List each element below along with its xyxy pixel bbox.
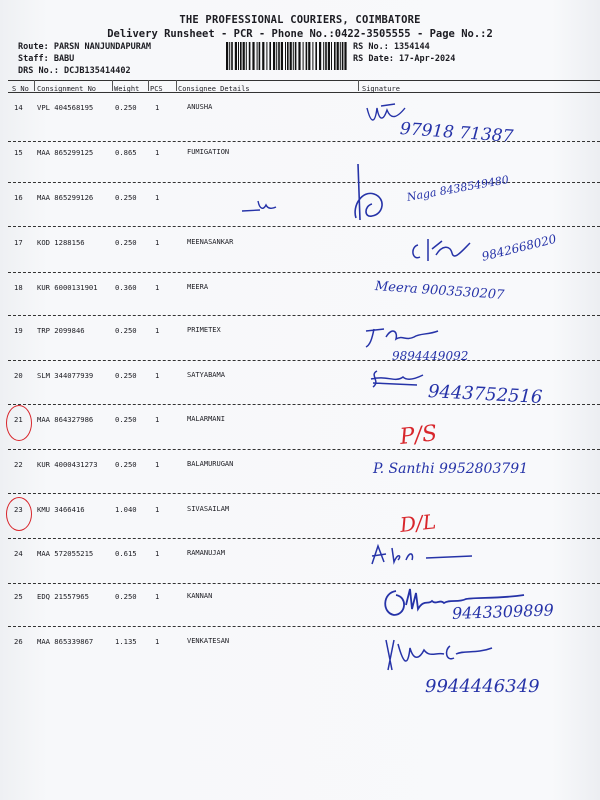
row-consignee: MALARMANI <box>187 415 225 423</box>
row-weight: 1.040 <box>115 505 137 514</box>
barcode-bar <box>231 42 233 70</box>
handwritten-phone: 9443309899 <box>451 600 555 623</box>
row-weight: 0.250 <box>115 103 137 112</box>
row-consignment: MAA 572055215 <box>37 549 94 558</box>
row-consignment: KUR 6000131901 <box>37 283 98 292</box>
row-weight: 0.250 <box>115 238 137 247</box>
row-consignee: MEENASANKAR <box>187 238 234 246</box>
row-weight: 0.615 <box>115 549 137 558</box>
barcode-bar <box>226 42 228 70</box>
col-weight: Weight <box>114 85 140 93</box>
barcode-bar <box>293 42 294 70</box>
row-consignee: PRIMETEX <box>187 326 221 334</box>
row-consignee: ANUSHA <box>187 103 213 111</box>
handwritten-note: Naga 8438549480 <box>405 173 510 204</box>
handwritten-phone: 9443752516 <box>427 381 543 408</box>
barcode-bar <box>262 42 264 70</box>
barcode-bar <box>303 42 304 70</box>
rs-date: RS Date: 17-Apr-2024 <box>353 54 456 64</box>
row-pcs: 1 <box>155 637 160 646</box>
barcode-bar <box>295 42 297 70</box>
handwritten-name: P. Santhi 9952803791 <box>373 461 529 477</box>
row-pcs: 1 <box>155 103 160 112</box>
row-separator <box>8 493 600 494</box>
route-label: Route: PARSN NANJUNDAPURAM <box>18 42 152 52</box>
barcode-bar <box>325 42 327 70</box>
row-weight: 1.135 <box>115 637 137 646</box>
barcode-bar <box>337 42 339 70</box>
barcode-bar <box>328 42 330 70</box>
row-consignee: BALAMURUGAN <box>187 460 234 468</box>
barcode-bar <box>240 42 242 70</box>
barcode-bar <box>331 42 332 70</box>
row-pcs: 1 <box>155 238 160 247</box>
barcode-bar <box>273 42 275 70</box>
row-pcs: 1 <box>155 283 160 292</box>
row-sno: 14 <box>14 103 23 112</box>
row-consignee: VENKATESAN <box>187 637 230 645</box>
row-consignment: SLM 344077939 <box>37 371 94 380</box>
barcode-bar <box>298 42 300 70</box>
row-weight: 0.360 <box>115 283 137 292</box>
row-consignment: MAA 865299126 <box>37 193 94 202</box>
row-consignment: KOD 1288156 <box>37 238 85 247</box>
row-separator <box>8 360 600 361</box>
row-consignee: SATYABAMA <box>187 371 225 379</box>
handwritten-status: P/S <box>398 421 439 450</box>
row-separator <box>8 226 600 227</box>
barcode-bar <box>259 42 261 70</box>
signature-scribble <box>350 160 405 230</box>
barcode-bar <box>319 42 321 70</box>
barcode-bar <box>278 42 280 70</box>
barcode-bar <box>334 42 336 70</box>
row-pcs: 1 <box>155 415 160 424</box>
row-pcs: 1 <box>155 592 160 601</box>
row-consignee: KANNAN <box>187 592 213 600</box>
row-consignee: MEERA <box>187 283 209 291</box>
row-separator <box>8 315 600 316</box>
barcode-bar <box>315 42 317 70</box>
runsheet-subtitle: Delivery Runsheet - PCR - Phone No.:0422-3505555 - Page No.:2 <box>107 28 493 40</box>
row-sno: 20 <box>14 371 23 380</box>
barcode-bar <box>238 42 239 70</box>
row-consignment: KMU 3466416 <box>37 505 85 514</box>
row-sno: 18 <box>14 283 23 292</box>
barcode-bar <box>323 42 324 70</box>
row-consignment: KUR 4000431273 <box>37 460 98 469</box>
row-sno: 26 <box>14 637 23 646</box>
barcode <box>225 42 347 70</box>
handwritten-phone: 9944446349 <box>425 676 540 697</box>
row-separator <box>8 272 600 273</box>
col-divider <box>176 80 177 91</box>
red-circle-mark <box>6 497 32 531</box>
barcode-bar <box>246 42 247 70</box>
row-pcs: 1 <box>155 549 160 558</box>
rs-number: RS No.: 1354144 <box>353 42 430 52</box>
handwritten-status: D/L <box>398 509 438 537</box>
handwritten-name: Meera 9003530207 <box>374 279 505 304</box>
row-pcs: 1 <box>155 505 160 514</box>
col-divider <box>148 80 149 91</box>
row-consignee: FUMIGATION <box>187 148 230 156</box>
handwritten-phone: 9842668020 <box>480 231 558 264</box>
barcode-bar <box>266 42 267 70</box>
barcode-bar <box>243 42 245 70</box>
row-sno: 16 <box>14 193 23 202</box>
barcode-bar <box>308 42 310 70</box>
row-weight: 0.865 <box>115 148 137 157</box>
row-pcs: 1 <box>155 193 160 202</box>
row-sno: 21 <box>14 415 23 424</box>
row-separator <box>8 182 600 183</box>
col-divider <box>112 80 113 91</box>
barcode-bar <box>257 42 258 70</box>
col-consignment: Consignment No <box>37 85 97 93</box>
row-separator <box>8 626 600 627</box>
col-signature: Signature <box>362 85 400 93</box>
barcode-bar <box>269 42 271 70</box>
barcode-bar <box>290 42 292 70</box>
barcode-bar <box>344 42 346 70</box>
barcode-bar <box>276 42 277 70</box>
barcode-bar <box>249 42 251 70</box>
barcode-bar <box>312 42 313 70</box>
row-pcs: 1 <box>155 326 160 335</box>
row-consignment: VPL 404568195 <box>37 103 94 112</box>
barcode-bar <box>287 42 289 70</box>
row-weight: 0.250 <box>115 371 137 380</box>
drs-number: DRS No.: DCJB135414402 <box>18 66 131 76</box>
row-consignment: TRP 2099846 <box>37 326 85 335</box>
row-consignment: EDQ 21557965 <box>37 592 89 601</box>
row-weight: 0.250 <box>115 193 137 202</box>
col-consignee: Consignee Details <box>178 85 250 93</box>
header-rule-top <box>8 80 600 81</box>
col-sno: S No <box>12 85 29 93</box>
row-sno: 23 <box>14 505 23 514</box>
row-weight: 0.250 <box>115 415 137 424</box>
row-consignment: MAA 864327986 <box>37 415 94 424</box>
barcode-bar <box>306 42 308 70</box>
row-consignee: SIVASAILAM <box>187 505 230 513</box>
row-separator <box>8 538 600 539</box>
signature-scribble <box>362 542 492 568</box>
row-consignment: MAA 865339867 <box>37 637 94 646</box>
barcode-bar <box>235 42 237 70</box>
row-pcs: 1 <box>155 148 160 157</box>
row-sno: 17 <box>14 238 23 247</box>
company-title: THE PROFESSIONAL COURIERS, COIMBATORE <box>179 14 421 26</box>
col-pcs: PCS <box>150 85 163 93</box>
barcode-bar <box>285 42 286 70</box>
row-weight: 0.250 <box>115 592 137 601</box>
col-divider <box>34 80 35 91</box>
row-separator <box>8 449 600 450</box>
header-rule-bottom <box>8 92 600 93</box>
row-pcs: 1 <box>155 460 160 469</box>
row-sno: 22 <box>14 460 23 469</box>
row-consignment: MAA 865299125 <box>37 148 94 157</box>
barcode-bar <box>340 42 341 70</box>
signature-scribble <box>240 195 280 217</box>
signature-scribble <box>367 367 432 395</box>
handwritten-phone: 97918 71387 <box>399 119 514 147</box>
row-sno: 24 <box>14 549 23 558</box>
staff-label: Staff: BABU <box>18 54 75 64</box>
row-sno: 19 <box>14 326 23 335</box>
red-circle-mark <box>6 405 32 441</box>
handwritten-phone: 9894449092 <box>392 349 469 363</box>
signature-scribble <box>380 636 500 676</box>
row-weight: 0.250 <box>115 460 137 469</box>
row-consignee: RAMANUJAM <box>187 549 225 557</box>
barcode-bar <box>281 42 283 70</box>
row-separator <box>8 583 600 584</box>
signature-scribble <box>408 235 478 275</box>
row-pcs: 1 <box>155 371 160 380</box>
row-weight: 0.250 <box>115 326 137 335</box>
barcode-bar <box>342 42 344 70</box>
row-sno: 15 <box>14 148 23 157</box>
col-divider <box>358 80 359 91</box>
row-sno: 25 <box>14 592 23 601</box>
barcode-bar <box>252 42 254 70</box>
barcode-bar <box>229 42 230 70</box>
